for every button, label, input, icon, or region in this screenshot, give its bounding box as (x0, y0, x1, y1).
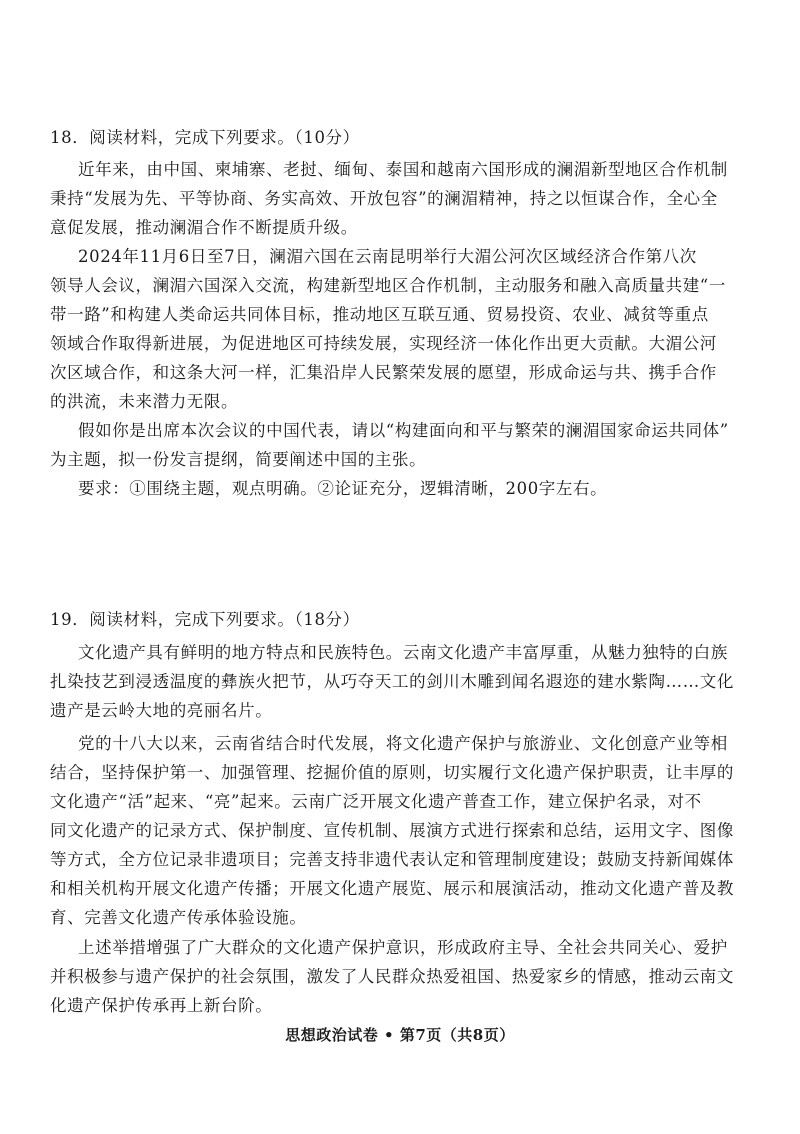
q19-para3-line2: 并积极参与遗产保护的社会氛围，激发了人民群众热爱祖国、热爱家乡的情感，推动云南文 (50, 967, 734, 986)
q19-para3-line3: 化遗产保护传承再上新台阶。 (50, 996, 273, 1015)
q19-para2-line6: 和相关机构开展文化遗产传播；开展文化遗产展览、展示和展演活动，推动文化遗产普及教 (50, 879, 734, 898)
q18-para2-line3: 带一路”和构建人类命运共同体目标，推动地区互联互通、贸易投资、农业、减贫等重点 (50, 305, 709, 324)
q19-para3-line1: 上述举措增强了广大群众的文化遗产保护意识，形成政府主导、全社会共同关心、爱护 (78, 938, 728, 957)
q19-para2-line3: 文化遗产“活”起来、“亮”起来。云南广泛开展文化遗产普查工作，建立保护名录，对不 (50, 792, 702, 811)
q18-para3-line2: 为主题，拟一份发言提纲，简要阐述中国的主张。 (50, 450, 427, 469)
q18-para2-line4: 领域合作取得新进展，为促进地区可持续发展，实现经济一体化作出更大贡献。大湄公河 (50, 334, 717, 353)
q19-para2-line7: 育、完善文化遗产传承体验设施。 (50, 908, 307, 927)
q19-para2-line1: 党的十八大以来，云南省结合时代发展，将文化遗产保护与旅游业、文化创意产业等相 (78, 734, 728, 753)
question-19-heading: 19．阅读材料，完成下列要求。（18分） (50, 610, 360, 629)
q19-para1-line1: 文化遗产具有鲜明的地方特点和民族特色。云南文化遗产丰富厚重，从魅力独特的白族 (78, 643, 728, 662)
q19-para2-line5: 等方式，全方位记录非遗项目；完善支持非遗代表认定和管理制度建设；鼓励支持新闻媒体 (50, 850, 734, 869)
q18-para2-line2: 领导人会议，澜湄六国深入交流，构建新型地区合作机制，主动服务和融入高质量共建“一 (50, 276, 726, 295)
q19-para2-line4: 同文化遗产的记录方式、保护制度、宣传机制、展演方式进行探索和总结，运用文字、图像 (50, 821, 734, 840)
q18-para2-line6: 的洪流，未来潜力无限。 (50, 392, 239, 411)
question-18-heading: 18．阅读材料，完成下列要求。（10分） (50, 128, 360, 147)
page-footer: 思想政治试卷 • 第7页（共8页） (285, 1026, 515, 1044)
q18-para2-line1: 2024年11月6日至7日，澜湄六国在云南昆明举行大湄公河次区域经济合作第八次 (78, 247, 697, 266)
q18-para1-line1: 近年来，由中国、柬埔寨、老挝、缅甸、泰国和越南六国形成的澜湄新型地区合作机制 (78, 160, 728, 179)
q19-para2-line2: 结合，坚持保护第一、加强管理、挖掘价值的原则，切实履行文化遗产保护职责，让丰厚的 (50, 763, 734, 782)
q18-para1-line3: 意促发展，推动澜湄合作不断提质升级。 (50, 218, 358, 237)
q18-para2-line5: 次区域合作，和这条大河一样，汇集沿岸人民繁荣发展的愿望，形成命运与共、携手合作 (50, 363, 717, 382)
q18-para3-line1: 假如你是出席本次会议的中国代表，请以“构建面向和平与繁荣的澜湄国家命运共同体” (78, 421, 729, 440)
q18-requirements: 要求：①围绕主题，观点明确。②论证充分，逻辑清晰，200字左右。 (78, 479, 608, 498)
q18-para1-line2: 秉持“发展为先、平等协商、务实高效、开放包容”的澜湄精神，持之以恒谋合作，全心全 (50, 189, 718, 208)
q19-para1-line2: 扎染技艺到浸透温度的彝族火把节，从巧夺天工的剑川木雕到闻名遐迩的建水紫陶……文化 (50, 672, 734, 691)
q19-para1-line3: 遗产是云岭大地的亮丽名片。 (50, 701, 273, 720)
